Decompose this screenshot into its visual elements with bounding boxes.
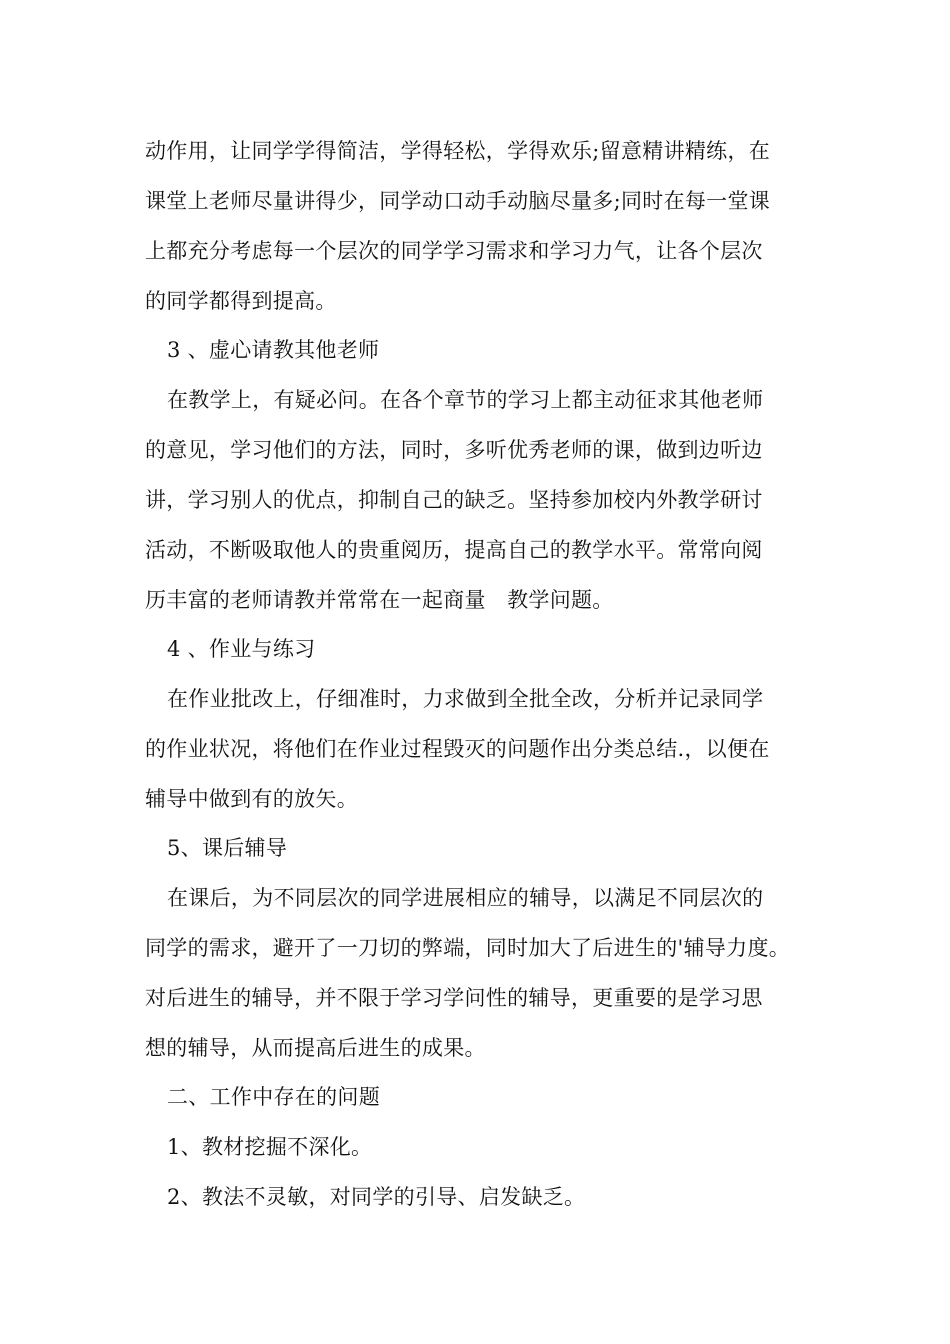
paragraph-line: 讲，学习别人的优点，抑制自己的缺乏。坚持参加校内外教学研讨 [145, 488, 763, 512]
paragraph-line: 的意见，学习他们的方法，同时，多听优秀老师的课，做到边听边 [145, 438, 763, 462]
paragraph-line: 课堂上老师尽量讲得少，同学动口动手动脑尽量多;同时在每一堂课 [145, 189, 771, 213]
section-heading: 3 、虚心请教其他老师 [167, 338, 380, 362]
paragraph-line: 活动，不断吸取他人的贵重阅历，提高自己的教学水平。常常向阅 [145, 538, 763, 562]
paragraph-line: 同学的需求，避开了一刀切的弊端，同时加大了后进生的'辅导力度。 [145, 936, 791, 960]
paragraph-line: 动作用，让同学学得简洁，学得轻松，学得欢乐;留意精讲精练，在 [145, 139, 771, 163]
paragraph-line: 在课后，为不同层次的同学进展相应的辅导，以满足不同层次的 [167, 886, 764, 910]
paragraph-line: 上都充分考虑每一个层次的同学学习需求和学习力气，让各个层次 [145, 239, 763, 263]
section-heading: 二、工作中存在的问题 [167, 1085, 380, 1109]
paragraph-line: 想的辅导，从而提高后进生的成果。 [145, 1036, 486, 1060]
list-item: 1、教材挖掘不深化。 [167, 1135, 373, 1159]
paragraph-line: 历丰富的老师请教并常常在一起商量 教学问题。 [145, 588, 614, 612]
section-heading: 5、课后辅导 [167, 836, 288, 860]
paragraph-line: 的同学都得到提高。 [145, 289, 337, 313]
paragraph-line: 的作业状况，将他们在作业过程毁灭的问题作出分类总结.，以便在 [145, 737, 770, 761]
list-item: 2、教法不灵敏，对同学的引导、启发缺乏。 [167, 1185, 586, 1209]
paragraph-line: 对后进生的辅导，并不限于学习学问性的辅导，更重要的是学习思 [145, 986, 763, 1010]
section-heading: 4 、作业与练习 [167, 637, 316, 661]
paragraph-line: 辅导中做到有的放矢。 [145, 787, 358, 811]
paragraph-line: 在作业批改上，仔细准时，力求做到全批全改，分析并记录同学 [167, 687, 764, 711]
paragraph-line: 在教学上，有疑必问。在各个章节的学习上都主动征求其他老师 [167, 388, 764, 412]
